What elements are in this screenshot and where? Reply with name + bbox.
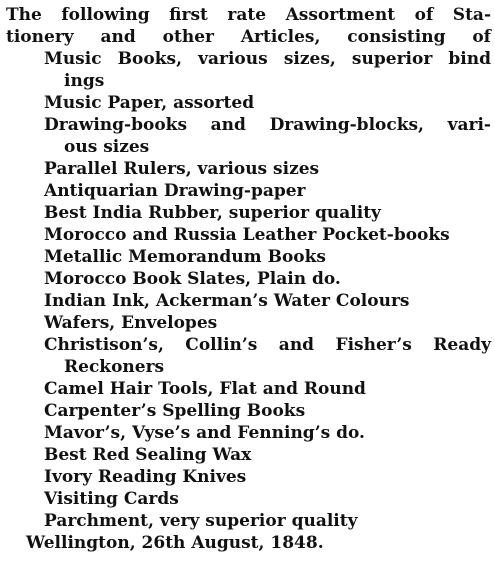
list-item — [6, 180, 491, 202]
list-item — [6, 422, 491, 444]
item-text: Parallel Rulers, various sizes — [44, 159, 320, 179]
list-item — [6, 312, 491, 334]
list-item — [6, 510, 491, 532]
list-item — [6, 488, 491, 510]
item-text: Morocco Book Slates, Plain do. — [44, 269, 341, 289]
item-text: Wafers, Envelopes — [44, 313, 218, 333]
list-item — [6, 334, 491, 378]
item-text: Morocco and Russia Leather Pocket-books — [44, 225, 450, 245]
list-item — [6, 290, 491, 312]
item-text: Indian Ink, Ackerman’s Water Colours — [44, 291, 410, 311]
list-item — [6, 268, 491, 290]
list-item — [6, 466, 491, 488]
list-item — [6, 202, 491, 224]
item-continuation: ous sizes — [64, 137, 150, 157]
item-text: Camel Hair Tools, Flat and Round — [44, 379, 366, 399]
list-item — [6, 114, 491, 158]
articles-list — [6, 48, 491, 532]
list-item — [6, 158, 491, 180]
item-text: Mavor’s, Vyse’s and Fenning’s do. — [44, 423, 365, 443]
item-text: Parchment, very superior quality — [44, 511, 358, 531]
item-text: Drawing-books and Drawing-blocks, vari- — [44, 115, 491, 135]
item-continuation: Reckoners — [64, 357, 165, 377]
list-item — [6, 48, 491, 92]
item-text: Metallic Memorandum Books — [44, 247, 326, 267]
intro-line-1: The following first rate Assortment of Sta- — [6, 5, 491, 25]
dateline: Wellington, 26th August, 1848. — [26, 533, 324, 553]
intro-line-2: tionery and other Articles, consisting of — [6, 27, 491, 47]
item-text: Antiquarian Drawing-paper — [44, 181, 306, 201]
item-text: Carpenter’s Spelling Books — [44, 401, 306, 421]
list-item — [6, 444, 491, 466]
item-text: Best Red Sealing Wax — [44, 445, 252, 465]
list-item — [6, 400, 491, 422]
list-item — [6, 92, 491, 114]
item-text: Visiting Cards — [44, 489, 179, 509]
item-text: Music Books, various sizes, superior bind — [44, 49, 491, 69]
item-continuation: ings — [64, 71, 105, 91]
list-item — [6, 378, 491, 400]
item-text: Christison’s, Collin’s and Fisher’s Ready — [44, 335, 491, 355]
list-item — [6, 246, 491, 268]
list-item — [6, 224, 491, 246]
item-text: Best India Rubber, superior quality — [44, 203, 381, 223]
item-text: Ivory Reading Knives — [44, 467, 247, 487]
item-text: Music Paper, assorted — [44, 93, 255, 113]
